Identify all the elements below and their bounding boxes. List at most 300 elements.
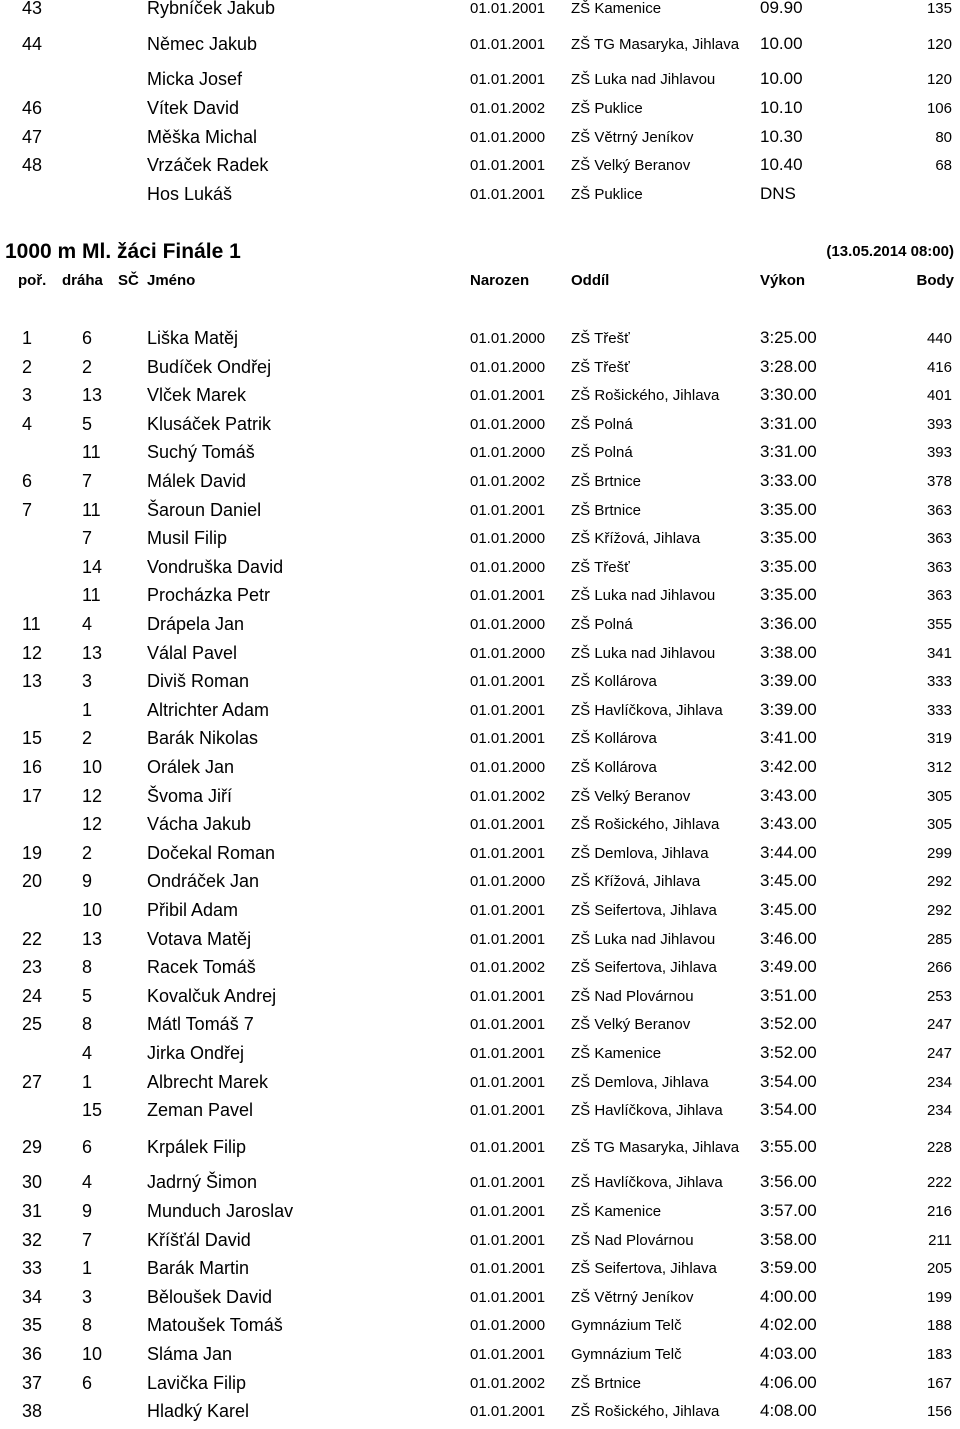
cell-born: 01.01.2001 [470,587,546,604]
cell-born: 01.01.2001 [470,1102,546,1119]
cell-name: Ondráček Jan [147,871,260,891]
cell-born: 01.01.2001 [470,845,546,862]
cell-born: 01.01.2000 [470,359,546,376]
cell-rank: 36 [22,1344,43,1364]
cell-name: Liška Matěj [147,328,239,348]
cell-perf: DNS [760,184,796,203]
cell-club: ZŠ Třešť [571,330,630,347]
cell-born: 01.01.2001 [470,502,546,519]
table-row [0,871,960,899]
cell-rank: 23 [22,957,43,977]
cell-perf: 3:25.00 [760,328,817,347]
cell-perf: 3:43.00 [760,786,817,805]
cell-club: ZŠ Rošického, Jihlava [571,387,720,404]
cell-club: ZŠ Nad Plovárnou [571,1232,694,1249]
cell-perf: 3:35.00 [760,528,817,547]
table-row [0,585,960,613]
cell-perf: 10.00 [760,34,803,53]
cell-pts: 416 [926,359,952,376]
table-row [0,1043,960,1071]
cell-pts: 199 [926,1289,952,1306]
table-row [0,643,960,671]
cell-lane: 11 [82,500,101,520]
cell-perf: 3:49.00 [760,957,817,976]
table-row [0,900,960,928]
cell-name: Běloušek David [147,1287,273,1307]
cell-club: ZŠ Brtnice [571,502,642,519]
cell-pts: 266 [926,959,952,976]
cell-name: Jadrný Šimon [147,1172,258,1192]
cell-lane: 10 [82,757,103,777]
cell-rank: 11 [22,614,41,634]
cell-lane: 3 [82,1287,93,1307]
cell-perf: 4:08.00 [760,1401,817,1420]
cell-name: Němec Jakub [147,34,258,54]
cell-club: ZŠ Seifertova, Jihlava [571,1260,717,1277]
cell-pts: 156 [926,1403,952,1420]
cell-club: ZŠ Seifertova, Jihlava [571,902,717,919]
cell-lane: 5 [82,414,93,434]
cell-lane: 13 [82,643,103,663]
cell-born: 01.01.2000 [470,444,546,461]
cell-pts: 183 [926,1346,952,1363]
table-row [0,1172,960,1200]
cell-perf: 3:57.00 [760,1201,817,1220]
cell-club: Gymnázium Telč [571,1317,682,1334]
cell-name: Orálek Jan [147,757,235,777]
cell-lane: 14 [82,557,103,577]
cell-perf: 3:56.00 [760,1172,817,1191]
cell-perf: 09.90 [760,0,803,17]
cell-born: 01.01.2002 [470,959,546,976]
cell-club: ZŠ Luka nad Jihlavou [571,587,716,604]
cell-pts: 393 [926,444,952,461]
cell-lane: 4 [82,614,93,634]
cell-rank: 15 [22,728,43,748]
cell-born: 01.01.2000 [470,873,546,890]
header-bib: SČ [118,272,139,289]
cell-born: 01.01.2001 [470,1260,546,1277]
cell-lane: 1 [82,1258,93,1278]
cell-name: Klusáček Patrik [147,414,272,434]
cell-pts: 167 [926,1375,952,1392]
cell-club: ZŠ TG Masaryka, Jihlava [571,1139,740,1156]
cell-club: ZŠ Luka nad Jihlavou [571,71,716,88]
cell-lane: 8 [82,1315,93,1335]
cell-pts: 120 [926,36,952,53]
cell-lane: 6 [82,328,93,348]
cell-lane: 9 [82,871,93,891]
cell-pts: 363 [926,587,952,604]
table-row [0,957,960,985]
cell-name: Altrichter Adam [147,700,270,720]
cell-club: ZŠ Velký Beranov [571,157,691,174]
cell-club: ZŠ Seifertova, Jihlava [571,959,717,976]
cell-perf: 3:30.00 [760,385,817,404]
cell-born: 01.01.2001 [470,1045,546,1062]
cell-pts: 228 [926,1139,952,1156]
cell-club: ZŠ Kamenice [571,0,662,17]
table-row [0,127,960,155]
cell-rank: 20 [22,871,43,891]
cell-name: Hladký Karel [147,1401,250,1421]
cell-club: ZŠ Brtnice [571,473,642,490]
cell-lane: 6 [82,1373,93,1393]
cell-name: Micka Josef [147,69,243,89]
cell-rank: 35 [22,1315,43,1335]
cell-perf: 3:31.00 [760,414,817,433]
cell-perf: 10.30 [760,127,803,146]
cell-club: ZŠ Polná [571,616,633,633]
cell-born: 01.01.2001 [470,1203,546,1220]
cell-perf: 3:54.00 [760,1100,817,1119]
cell-rank: 24 [22,986,43,1006]
cell-perf: 3:46.00 [760,929,817,948]
cell-born: 01.01.2001 [470,36,546,53]
cell-perf: 10.40 [760,155,803,174]
cell-lane: 15 [82,1100,103,1120]
cell-name: Barák Nikolas [147,728,259,748]
table-row [0,671,960,699]
cell-name: Matoušek Tomáš [147,1315,283,1335]
cell-rank: 4 [22,414,33,434]
cell-rank: 33 [22,1258,43,1278]
cell-name: Rybníček Jakub [147,0,276,18]
table-row [0,98,960,126]
header-born: Narozen [470,272,530,289]
cell-perf: 3:39.00 [760,700,817,719]
cell-club: ZŠ Demlova, Jihlava [571,845,709,862]
cell-pts: 378 [926,473,952,490]
table-row [0,814,960,842]
cell-rank: 7 [22,500,33,520]
table-row [0,69,960,97]
cell-perf: 3:41.00 [760,728,817,747]
cell-name: Málek David [147,471,247,491]
cell-lane: 2 [82,728,93,748]
cell-rank: 27 [22,1072,43,1092]
cell-lane: 10 [82,900,103,920]
cell-name: Musil Filip [147,528,228,548]
cell-rank: 43 [22,0,43,18]
cell-born: 01.01.2000 [470,559,546,576]
cell-club: ZŠ Velký Beranov [571,1016,691,1033]
table-row [0,1258,960,1286]
cell-pts: 292 [926,873,952,890]
table-row [0,1315,960,1343]
table-row [0,557,960,585]
cell-name: Vrzáček Radek [147,155,269,175]
cell-born: 01.01.2001 [470,387,546,404]
cell-club: ZŠ Rošického, Jihlava [571,1403,720,1420]
header-perf: Výkon [760,272,806,289]
cell-club: ZŠ Kamenice [571,1045,662,1062]
cell-lane: 4 [82,1172,93,1192]
cell-name: Kříšťál David [147,1230,251,1250]
cell-lane: 12 [82,814,103,834]
cell-name: Vlček Marek [147,385,247,405]
cell-rank: 6 [22,471,33,491]
cell-name: Budíček Ondřej [147,357,272,377]
cell-rank: 17 [22,786,43,806]
cell-born: 01.01.2000 [470,129,546,146]
cell-perf: 3:44.00 [760,843,817,862]
cell-perf: 3:38.00 [760,643,817,662]
cell-perf: 3:31.00 [760,442,817,461]
cell-rank: 29 [22,1137,43,1157]
cell-lane: 7 [82,471,93,491]
cell-pts: 355 [926,616,952,633]
cell-rank: 48 [22,155,43,175]
cell-pts: 80 [935,129,952,146]
cell-lane: 12 [82,786,103,806]
cell-perf: 3:52.00 [760,1014,817,1033]
cell-name: Procházka Petr [147,585,271,605]
cell-name: Suchý Tomáš [147,442,255,462]
cell-club: ZŠ Nad Plovárnou [571,988,694,1005]
cell-perf: 3:36.00 [760,614,817,633]
cell-perf: 3:45.00 [760,900,817,919]
cell-lane: 13 [82,929,103,949]
cell-club: ZŠ Kollárova [571,759,657,776]
cell-born: 01.01.2001 [470,0,546,17]
cell-club: ZŠ Brtnice [571,1375,642,1392]
cell-rank: 25 [22,1014,43,1034]
cell-born: 01.01.2001 [470,931,546,948]
table-row [0,500,960,528]
cell-club: Gymnázium Telč [571,1346,682,1363]
cell-club: ZŠ Demlova, Jihlava [571,1074,709,1091]
table-row [0,1344,960,1372]
table-row [0,843,960,871]
cell-club: ZŠ Rošického, Jihlava [571,816,720,833]
cell-rank: 3 [22,385,33,405]
cell-name: Lavička Filip [147,1373,247,1393]
cell-perf: 3:54.00 [760,1072,817,1091]
event-datetime: (13.05.2014 08:00) [826,243,954,260]
table-row [0,442,960,470]
cell-born: 01.01.2001 [470,1074,546,1091]
cell-born: 01.01.2001 [470,988,546,1005]
header-lane: dráha [62,272,103,289]
cell-name: Krpálek Filip [147,1137,247,1157]
cell-pts: 247 [926,1045,952,1062]
cell-pts: 234 [926,1074,952,1091]
cell-perf: 3:51.00 [760,986,817,1005]
cell-pts: 363 [926,502,952,519]
cell-club: ZŠ Kollárova [571,673,657,690]
cell-perf: 3:58.00 [760,1230,817,1249]
cell-name: Sláma Jan [147,1344,233,1364]
cell-name: Kovalčuk Andrej [147,986,277,1006]
cell-pts: 211 [928,1232,952,1249]
cell-pts: 401 [926,387,952,404]
cell-club: ZŠ Kamenice [571,1203,662,1220]
cell-perf: 3:42.00 [760,757,817,776]
cell-perf: 3:33.00 [760,471,817,490]
cell-born: 01.01.2001 [470,816,546,833]
cell-born: 01.01.2000 [470,616,546,633]
cell-rank: 47 [22,127,43,147]
cell-born: 01.01.2001 [470,157,546,174]
cell-lane: 4 [82,1043,93,1063]
cell-perf: 3:43.00 [760,814,817,833]
cell-born: 01.01.2002 [470,1375,546,1392]
cell-pts: 188 [926,1317,952,1334]
table-row [0,414,960,442]
cell-perf: 3:35.00 [760,557,817,576]
cell-pts: 205 [926,1260,952,1277]
cell-born: 01.01.2001 [470,186,546,203]
cell-rank: 38 [22,1401,43,1421]
cell-born: 01.01.2000 [470,1317,546,1334]
cell-born: 01.01.2001 [470,71,546,88]
cell-born: 01.01.2001 [470,1403,546,1420]
cell-name: Drápela Jan [147,614,245,634]
cell-rank: 31 [22,1201,43,1221]
cell-club: ZŠ Puklice [571,186,643,203]
cell-rank: 44 [22,34,43,54]
cell-name: Přibil Adam [147,900,239,920]
cell-name: Švoma Jiří [147,786,233,806]
table-row [0,0,960,26]
cell-born: 01.01.2001 [470,702,546,719]
cell-rank: 16 [22,757,43,777]
cell-lane: 2 [82,357,93,377]
cell-pts: 299 [926,845,952,862]
cell-club: ZŠ Křížová, Jihlava [571,530,701,547]
cell-name: Měška Michal [147,127,258,147]
cell-pts: 234 [926,1102,952,1119]
table-row [0,786,960,814]
table-row [0,757,960,785]
header-pts: Body [916,272,954,289]
cell-name: Zeman Pavel [147,1100,254,1120]
cell-lane: 9 [82,1201,93,1221]
cell-club: ZŠ TG Masaryka, Jihlava [571,36,740,53]
table-row [0,328,960,356]
cell-club: ZŠ Luka nad Jihlavou [571,645,716,662]
cell-pts: 106 [926,100,952,117]
cell-born: 01.01.2002 [470,473,546,490]
cell-name: Dočekal Roman [147,843,276,863]
cell-lane: 6 [82,1137,93,1157]
cell-club: ZŠ Třešť [571,359,630,376]
cell-rank: 46 [22,98,43,118]
cell-lane: 7 [82,1230,93,1250]
cell-perf: 4:02.00 [760,1315,817,1334]
table-row [0,184,960,212]
cell-name: Mátl Tomáš 7 [147,1014,254,1034]
cell-born: 01.01.2001 [470,1016,546,1033]
table-row [0,1201,960,1229]
cell-name: Vácha Jakub [147,814,252,834]
cell-born: 01.01.2001 [470,730,546,747]
table-row [0,528,960,556]
cell-perf: 3:28.00 [760,357,817,376]
cell-born: 01.01.2000 [470,759,546,776]
cell-born: 01.01.2001 [470,1289,546,1306]
cell-name: Barák Martin [147,1258,250,1278]
cell-pts: 222 [926,1174,952,1191]
cell-born: 01.01.2002 [470,788,546,805]
cell-name: Jirka Ondřej [147,1043,245,1063]
table-row [0,1014,960,1042]
cell-pts: 305 [926,816,952,833]
cell-perf: 3:59.00 [760,1258,817,1277]
cell-lane: 3 [82,671,93,691]
cell-name: Vítek David [147,98,240,118]
cell-pts: 247 [926,1016,952,1033]
cell-born: 01.01.2000 [470,416,546,433]
table-row [0,357,960,385]
cell-pts: 135 [926,0,952,17]
cell-club: ZŠ Křížová, Jihlava [571,873,701,890]
cell-born: 01.01.2000 [470,330,546,347]
cell-name: Albrecht Marek [147,1072,269,1092]
header-name: Jméno [147,272,196,289]
cell-perf: 3:39.00 [760,671,817,690]
cell-perf: 3:35.00 [760,585,817,604]
table-row [0,614,960,642]
cell-born: 01.01.2001 [470,1346,546,1363]
cell-lane: 1 [82,700,93,720]
cell-pts: 363 [926,559,952,576]
cell-club: ZŠ Třešť [571,559,630,576]
cell-perf: 10.10 [760,98,803,117]
cell-pts: 333 [926,702,952,719]
cell-pts: 312 [926,759,952,776]
cell-pts: 333 [926,673,952,690]
cell-lane: 13 [82,385,103,405]
cell-pts: 363 [926,530,952,547]
cell-rank: 19 [22,843,43,863]
cell-lane: 8 [82,1014,93,1034]
cell-born: 01.01.2001 [470,1139,546,1156]
cell-rank: 34 [22,1287,43,1307]
cell-club: ZŠ Větrný Jeníkov [571,129,694,146]
cell-perf: 4:00.00 [760,1287,817,1306]
cell-perf: 3:45.00 [760,871,817,890]
cell-rank: 37 [22,1373,43,1393]
table-row [0,986,960,1014]
cell-lane: 11 [82,585,101,605]
cell-club: ZŠ Puklice [571,100,643,117]
cell-born: 01.01.2001 [470,902,546,919]
cell-name: Racek Tomáš [147,957,256,977]
cell-rank: 1 [22,328,33,348]
cell-lane: 10 [82,1344,103,1364]
cell-club: ZŠ Havlíčkova, Jihlava [571,702,723,719]
cell-born: 01.01.2001 [470,1174,546,1191]
table-row [0,728,960,756]
cell-name: Válal Pavel [147,643,238,663]
table-row [0,1072,960,1100]
table-row [0,1373,960,1401]
cell-lane: 11 [82,442,101,462]
table-row [0,1100,960,1128]
cell-perf: 4:03.00 [760,1344,817,1363]
cell-pts: 68 [935,157,952,174]
cell-pts: 393 [926,416,952,433]
cell-perf: 3:55.00 [760,1137,817,1156]
cell-club: ZŠ Kollárova [571,730,657,747]
cell-name: Hos Lukáš [147,184,233,204]
table-row [0,700,960,728]
cell-rank: 13 [22,671,43,691]
cell-club: ZŠ Velký Beranov [571,788,691,805]
cell-club: ZŠ Polná [571,416,633,433]
